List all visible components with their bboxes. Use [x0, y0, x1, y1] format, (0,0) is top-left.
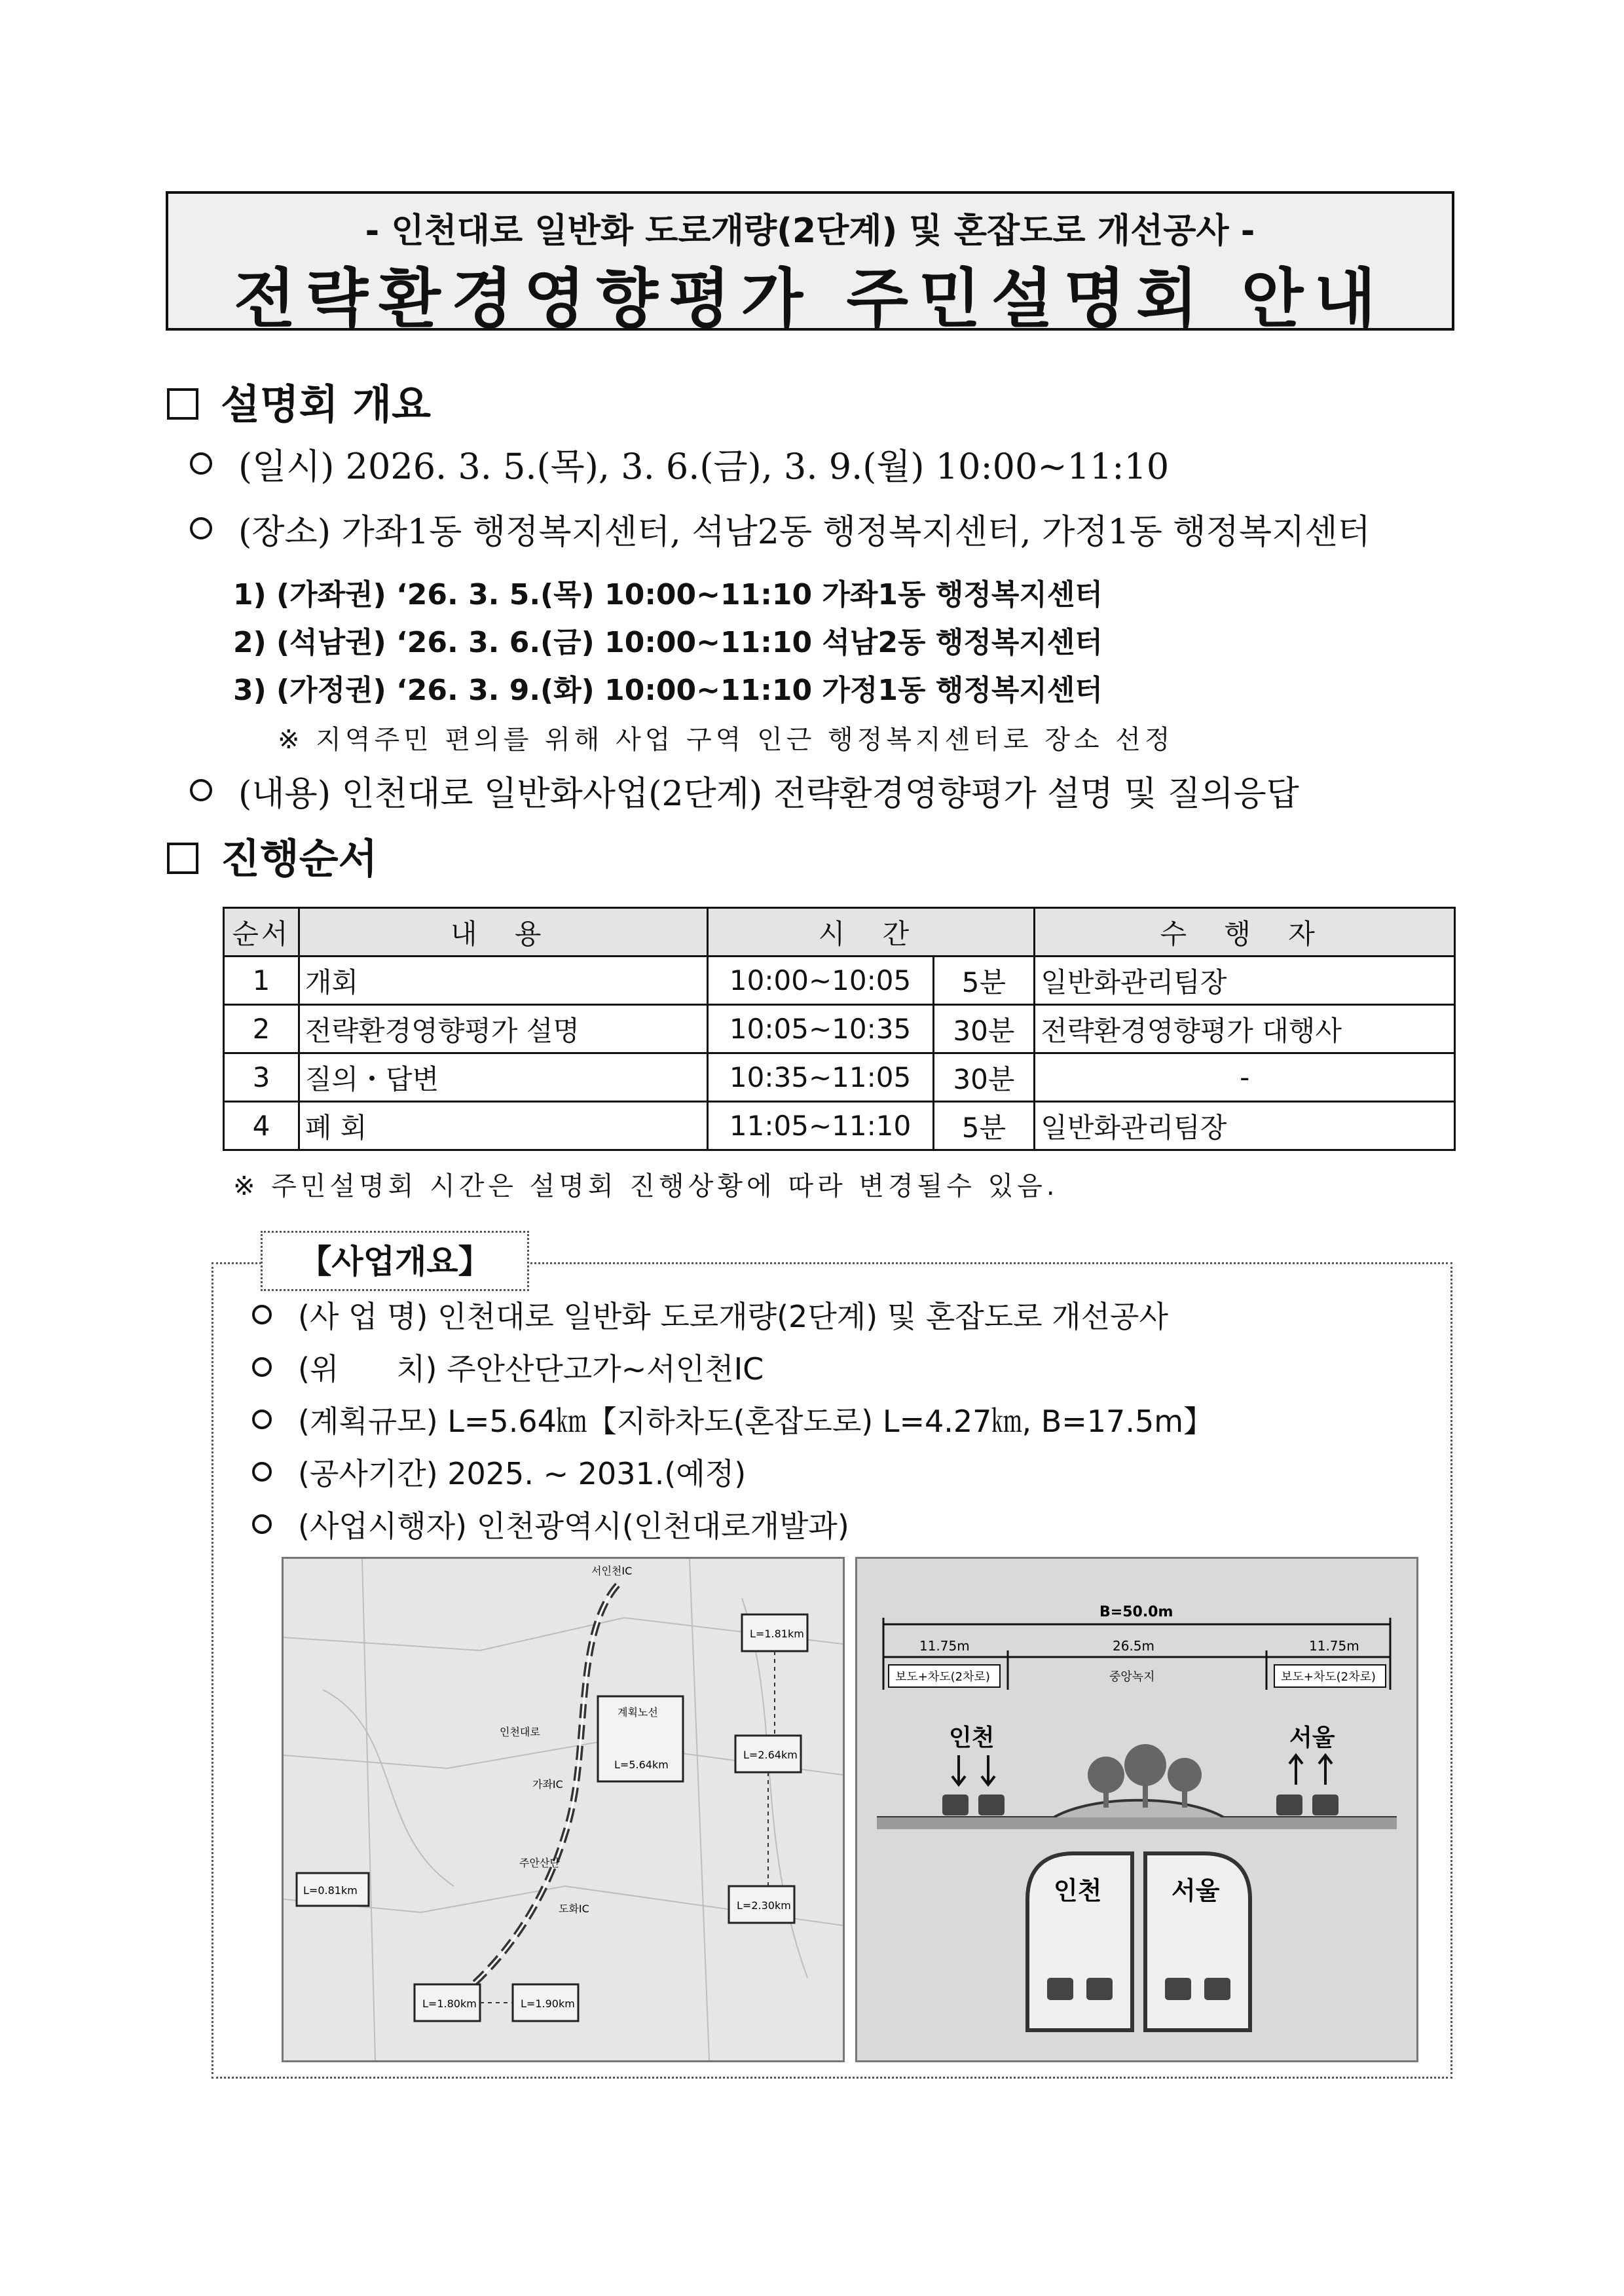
- cs-left-width: 11.75m: [919, 1638, 970, 1654]
- row-performer: 일반화관리팀장: [1035, 957, 1455, 1005]
- cs-tunnel-right: 서울: [1172, 1876, 1220, 1905]
- schedule-item-1: 1) (가좌권) ‘26. 3. 5.(목) 10:00~11:10 가좌1동 행정복지센터: [233, 578, 1103, 611]
- row-duration: 5분: [933, 957, 1035, 1005]
- title-subtitle: - 인천대로 일반화 도로개량(2단계) 및 혼잡도로 개선공사 -: [365, 211, 1255, 251]
- table-row: [224, 1102, 1455, 1150]
- row-time: 11:05~11:10: [707, 1102, 933, 1150]
- circle-bullet-icon: [252, 1462, 272, 1482]
- place-note: ※ 지역주민 편의를 위해 사업 구역 인근 행정복지센터로 장소 선정: [278, 725, 1174, 755]
- map-label: 도화IC: [559, 1903, 589, 1915]
- header-time: 시 간: [707, 908, 1035, 957]
- place-text: (장소) 가좌1동 행정복지센터, 석남2동 행정복지센터, 가정1동 행정복지센터: [238, 513, 1371, 552]
- row-time: 10:05~10:35: [707, 1005, 933, 1053]
- table-row: [224, 1053, 1455, 1102]
- cs-dir-left: 인천: [949, 1724, 995, 1751]
- row-no: 1: [224, 957, 299, 1005]
- row-performer: 전략환경영향평가 대행사: [1035, 1005, 1455, 1053]
- project-line-scale: [252, 1398, 1213, 1441]
- project-period-text: (공사기간) 2025. ~ 2031.(예정): [298, 1456, 747, 1491]
- map-label: 계획노선: [618, 1706, 658, 1719]
- map-label: L=2.64km: [743, 1749, 798, 1761]
- section-overview-heading: [167, 372, 431, 430]
- header-no: 순서: [224, 908, 299, 957]
- row-item: 질의・답변: [299, 1053, 707, 1102]
- row-performer: 일반화관리팀장: [1035, 1102, 1455, 1150]
- project-overview-label: 【사업개요】: [261, 1231, 529, 1291]
- place-line: [190, 504, 1371, 553]
- map-label: L=0.81km: [303, 1884, 358, 1897]
- row-duration: 30분: [933, 1053, 1035, 1102]
- section-procedure-heading: [167, 826, 378, 884]
- circle-bullet-icon: [252, 1357, 272, 1377]
- row-duration: 30분: [933, 1005, 1035, 1053]
- cs-center-width: 26.5m: [1113, 1638, 1155, 1654]
- project-line-name: [252, 1293, 1168, 1336]
- map-label: 인천대로: [500, 1726, 540, 1738]
- header-content: 내 용: [299, 908, 707, 957]
- row-item: 개회: [299, 957, 707, 1005]
- checkbox-square-icon: [167, 843, 198, 874]
- cs-left-label: 보도+차도(2차로): [895, 1670, 990, 1684]
- map-label: L=5.64km: [614, 1758, 669, 1771]
- map-label: L=1.80km: [422, 1997, 477, 2010]
- row-performer: -: [1035, 1053, 1455, 1102]
- table-row: [224, 1005, 1455, 1053]
- cs-dir-right: 서울: [1289, 1724, 1335, 1751]
- project-name-text: (사 업 명) 인천대로 일반화 도로개량(2단계) 및 혼잡도로 개선공사: [298, 1299, 1168, 1334]
- cs-tunnel-left: 인천: [1054, 1876, 1102, 1905]
- date-text: (일시) 2026. 3. 5.(목), 3. 6.(금), 3. 9.(월) 10:00~11:10: [238, 446, 1170, 487]
- circle-bullet-icon: [190, 452, 212, 475]
- cross-section-svg: [857, 1559, 1416, 2060]
- circle-bullet-icon: [190, 517, 212, 539]
- row-duration: 5분: [933, 1102, 1035, 1150]
- table-header-row: [224, 908, 1455, 957]
- map-label: 주안산단: [519, 1857, 560, 1869]
- project-line-operator: [252, 1503, 849, 1546]
- map-label: 가좌IC: [532, 1778, 563, 1791]
- project-location-text: (위 치) 주안산단고가~서인천IC: [298, 1351, 764, 1387]
- project-operator-text: (사업시행자) 인천광역시(인천대로개발과): [298, 1508, 849, 1544]
- checkbox-square-icon: [167, 388, 198, 420]
- cs-right-label: 보도+차도(2차로): [1281, 1670, 1376, 1684]
- cross-section-image: [855, 1557, 1418, 2062]
- table-row: [224, 957, 1455, 1005]
- schedule-item-3: 3) (가정권) ‘26. 3. 9.(화) 10:00~11:10 가정1동 행정복지센터: [233, 674, 1103, 707]
- content-text: (내용) 인천대로 일반화사업(2단계) 전략환경영향평가 설명 및 질의응답: [238, 774, 1299, 814]
- content-line: [190, 766, 1299, 815]
- project-scale-text: (계획규모) L=5.64㎞【지하차도(혼잡도로) L=4.27㎞, B=17.5m】: [298, 1404, 1214, 1439]
- circle-bullet-icon: [190, 779, 212, 801]
- row-time: 10:35~11:05: [707, 1053, 933, 1102]
- row-time: 10:00~10:05: [707, 957, 933, 1005]
- map-label: L=2.30km: [737, 1899, 791, 1912]
- map-label: L=1.90km: [521, 1997, 575, 2010]
- row-no: 3: [224, 1053, 299, 1102]
- overview-heading-text: 설명회 개요: [221, 380, 432, 428]
- procedure-note: ※ 주민설명회 시간은 설명회 진행상황에 따라 변경될수 있음.: [233, 1171, 1059, 1201]
- date-line: [190, 439, 1169, 489]
- row-no: 4: [224, 1102, 299, 1150]
- circle-bullet-icon: [252, 1305, 272, 1324]
- map-label: 서인천IC: [591, 1565, 633, 1577]
- title-box: [166, 191, 1454, 337]
- row-no: 2: [224, 1005, 299, 1053]
- map-label: L=1.81km: [750, 1628, 804, 1640]
- project-line-location: [252, 1345, 764, 1389]
- cs-total-width: B=50.0m: [1099, 1604, 1173, 1620]
- schedule-item-2: 2) (석남권) ‘26. 3. 6.(금) 10:00~11:10 석남2동 행정복지센터: [233, 626, 1103, 659]
- route-map-image: [282, 1557, 845, 2062]
- project-line-period: [252, 1450, 746, 1493]
- procedure-table: [223, 907, 1456, 1151]
- cs-center-label: 중앙녹지: [1109, 1670, 1155, 1684]
- title-main: 전략환경영향평가 주민설명회 안내: [233, 262, 1387, 337]
- procedure-heading-text: 진행순서: [221, 835, 378, 883]
- cs-right-width: 11.75m: [1309, 1638, 1359, 1654]
- header-performer: 수 행 자: [1035, 908, 1455, 957]
- row-item: 전략환경영향평가 설명: [299, 1005, 707, 1053]
- route-map-svg: [284, 1559, 843, 2060]
- row-item: 폐 회: [299, 1102, 707, 1150]
- circle-bullet-icon: [252, 1410, 272, 1429]
- circle-bullet-icon: [252, 1514, 272, 1534]
